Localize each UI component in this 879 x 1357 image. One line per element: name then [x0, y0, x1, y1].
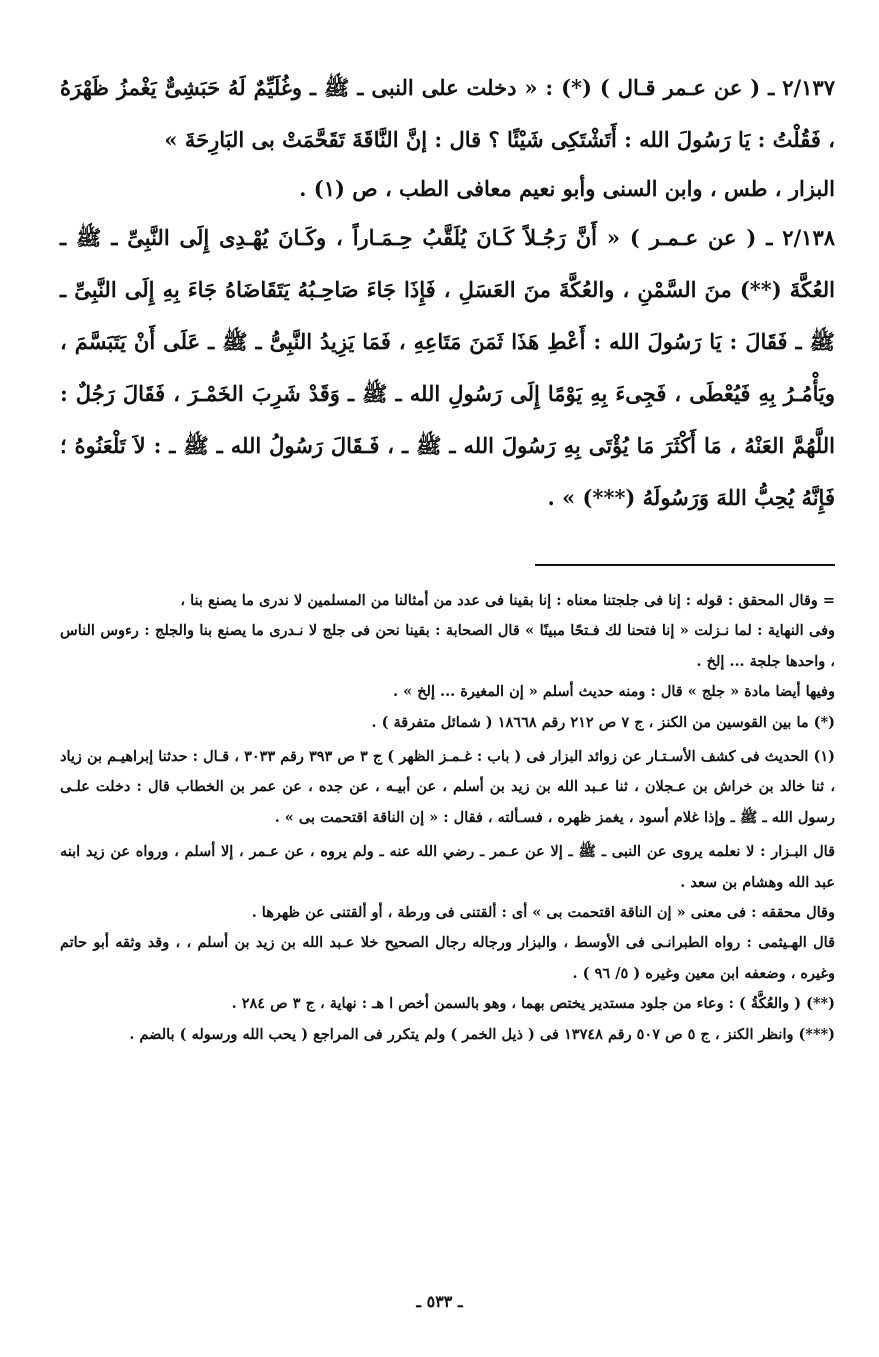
footnote-1-c: وقال محققه : فى معنى « إن الناقة اقتحمت بى » أى : ألقتنى فى ورطة ، أو ألقتنى عن ظهرها .: [251, 904, 835, 922]
hadith-138-number: ٢/١٣٨: [782, 225, 836, 250]
hadith-137-text: ـ ( عن عـمر قـال ) (*) : « دخلت على النبى ـ ﷺ ـ وغُلَيِّمٌ لَهُ حَبَشِىٌّ يَغْمزُ ظَهْرَهُ ، فَقُلْتُ : يَا رَسُولَ الله : أَتَشْتَكِى شَيْئًا ؟ قال : إنَّ النَّاقَةَ تَقَحَّمَتْ بى البَارِحَةَ »: [60, 75, 835, 152]
footnote-1-d: قال الهـيثمى : رواه الطبرانـى فى الأوسط ، والبزار ورجاله رجال الصحيح خلا عـبد الله بن زيد بن أسلم ، ، وقد وثقه أبو حاتم وغيره ، وضعفه ابن معين وغيره ( ٥/ ٩٦ ) .: [60, 934, 835, 982]
footnote-star-2: (**) ( والعُكَّةُ ) : وعاء من جلود مستدير يختص بهما ، وهو بالسمن أخص ا هـ : نهاية ، ج ٣ ص ٢٨٤ .: [231, 995, 835, 1013]
main-text: [60, 62, 835, 524]
page-content: [60, 62, 835, 1050]
footnote-muhaqqiq-1: = وقال المحقق : قوله : إنا فى جلجتنا معناه : إنا بقينا فى عدد من أمثالنا من المسلمين لا ندرى ما يصنع بنا ،: [180, 592, 835, 609]
footnote-divider: [535, 564, 835, 566]
footnote-star-3: (***) وانظر الكنز ، ج ٥ ص ٥٠٧ رقم ١٣٧٤٨ فى ( ذيل الخمر ) ولم يتكرر فى المراجع ( يحب الله ورسوله ) بالضم .: [129, 1025, 835, 1043]
footnote-1-b: قال البـزار : لا نعلمه يروى عن النبى ـ ﷺ ـ إلا عن عـمر ـ رضي الله عنه ـ ولم يروه ، عن عـمر ، إلا أسلم ، ورواه عن زيد ابنه عبد الله وهشام بن سعد .: [60, 843, 835, 891]
hadith-137-paragraph: [60, 62, 835, 166]
footnote-star-1: (*) ما بين القوسين من الكنز ، ج ٧ ص ٢١٢ رقم ١٨٦٦٨ ( شمائل متفرقة ) .: [371, 713, 835, 731]
hadith-137-number: ٢/١٣٧: [782, 75, 835, 100]
page-number: ـ ٥٣٣ ـ: [416, 1292, 463, 1311]
footnote-1-a: (١) الحديث فى كشف الأسـتـار عن زوائد البزار فى ( باب : غـمـز الظهر ) ج ٣ ص ٣٩٣ رقم ٣٠٣٣ ، قـال : حدثنا إبراهيـم بن زياد ، ثنا خالد بن خراش بن عـجلان ، ثنا عـبد الله بن زيد بن أسلم ، عن أبيـه ، عن جده ، عن عمر بن الخطاب قال : دخلت علـى رسول الله ـ ﷺ ـ وإذا غلام أسود ، يغمز ظهره ، فسـألته ، فقال : « إن الناقة اقتحمت بى » .: [60, 748, 835, 826]
footnote-muhaqqiq-3: وفيها أيضا مادة « جلج » قال : ومنه حديث أسلم « إن المغيرة ... إلخ » .: [392, 683, 835, 701]
hadith-137-source: البزار ، طس ، وابن السنى وأبو نعيم معافى الطب ، ص (١) .: [299, 176, 835, 201]
hadith-138-paragraph: [60, 212, 835, 524]
hadith-138-text: ـ ( عن عـمـر ) « أَنَّ رَجُـلاً كَـانَ يُلَقَّبُ حِـمَـاراً ، وكَـانَ يُهْـدِى إِلَى النَّبِىِّ ـ ﷺ ـ العُكَّةَ (**) منَ السَّمْنِ ، والعُكَّةَ منَ العَسَلِ ، فَإِذَا جَاءَ صَاحِـبُهُ يَتَقَاضَاهُ جَاءَ بِهِ إِلَى النَّبِىِّ ـ ﷺ ـ فَقَالَ : يَا رَسُولَ الله : أَعْطِ هَذَا ثَمَنَ مَتَاعِهِ ، فَمَا يَزِيدُ النَّبِىُّ ـ ﷺ ـ عَلَى أَنْ يَتَبَسَّمَ ، ويَأْمُـرُ بِهِ فَيُعْطَى ، فَجِىءَ بِهِ يَوْمًا إِلَى رَسُولِ الله ـ ﷺ ـ وَقَدْ شَرِبَ الخَمْـرَ ، فَقَالَ رَجُلٌ : اللَّهُمَّ العَنْهُ ، مَا أَكْثَرَ مَا يُؤْتَى بِهِ رَسُولَ الله ـ ﷺ ـ ، فَـقَالَ رَسُولُ الله ـ ﷺ ـ : لاَ تَلْعَنُوهُ ؛ فَإِنَّهُ يُحِبُّ اللهَ وَرَسُولَهُ (***) » .: [60, 225, 835, 510]
footnote-muhaqqiq-2: وفى النهاية : لما نـزلت « إنا فتحنا لك فـتحًا مبينًا » قال الصحابة : بقينا نحن فى جلج لا نـدرى ما يصنع بنا والجلج : رءوس الناس ، واحدها جلجة ... إلخ .: [60, 622, 835, 670]
footnotes: [60, 586, 835, 1050]
